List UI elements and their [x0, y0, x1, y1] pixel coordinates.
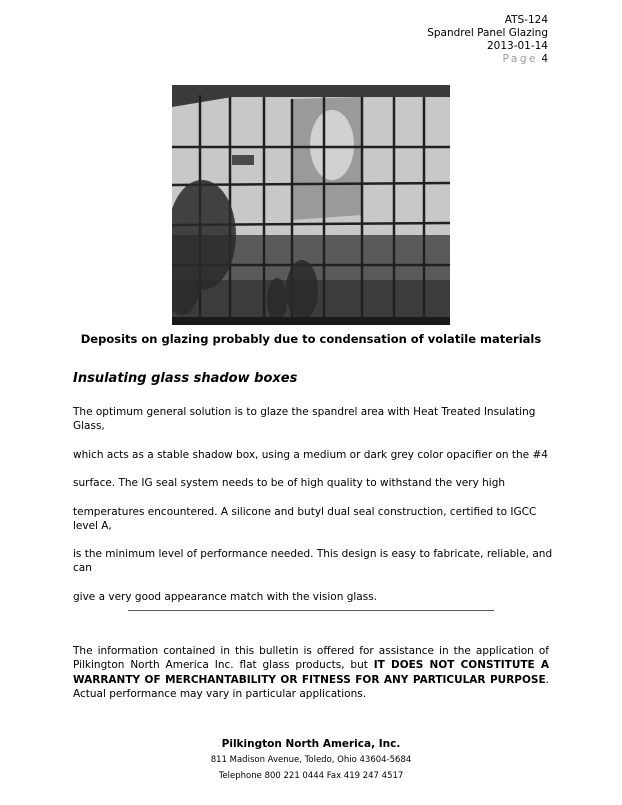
section-body [73, 391, 553, 618]
doc-id: ATS-124 [504, 14, 548, 26]
footer-address: 811 Madison Avenue, Toledo, Ohio 43604-5684 [210, 755, 412, 765]
body-line: is the minimum level of performance needed. This design is easy to fabricate, reliable, and can [73, 548, 553, 575]
footer-phone: Telephone 800 221 0444 Fax 419 247 4517 [218, 771, 404, 781]
disclaimer-paragraph [73, 644, 549, 701]
page-label: Page [502, 53, 538, 65]
building-photo [172, 85, 450, 325]
page-indicator [427, 53, 548, 66]
doc-date: 2013-01-14 [486, 40, 548, 52]
body-line: which acts as a stable shadow box, using a medium or dark grey color opacifier on the #4 [73, 448, 548, 461]
body-line: temperatures encountered. A silicone and butyl dual seal construction, certified to IGCC level A, [73, 505, 537, 532]
body-line: give a very good appearance match with the vision glass. [73, 590, 378, 603]
disclaimer-tail: . Actual performance may vary in particular applications. [73, 673, 549, 700]
body-line: The optimum general solution is to glaze the spandrel area with Heat Treated Insulating Glass, [73, 406, 536, 433]
page-number: 4 [541, 53, 548, 65]
body-line: surface. The IG seal system needs to be of high quality to withstand the very high [73, 477, 506, 490]
document-header [427, 14, 548, 66]
disclaimer-lead: The information contained in this bulletin is offered for assistance in the application of Pilkington North America Inc. flat glass products, but [73, 645, 549, 672]
divider-rule [128, 610, 494, 611]
section-heading: Insulating glass shadow boxes [73, 371, 298, 386]
footer-company: Pilkington North America, Inc. [221, 738, 401, 750]
doc-subject: Spandrel Panel Glazing [427, 27, 548, 39]
disclaimer-warranty: IT DOES NOT CONSTITUTE A WARRANTY OF MERCHANTABILITY OR FITNESS FOR ANY PARTICULAR PURPOSE [73, 659, 549, 686]
figure-caption: Deposits on glazing probably due to condensation of volatile materials [80, 332, 542, 346]
